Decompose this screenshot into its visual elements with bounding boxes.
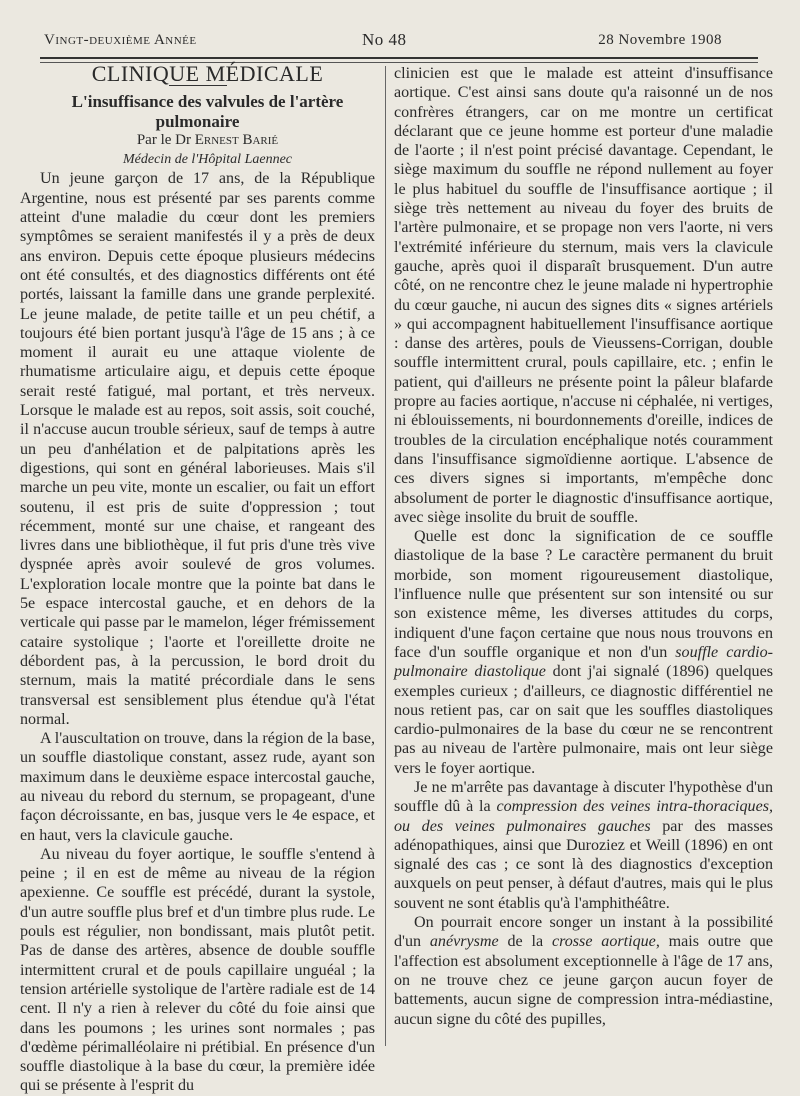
paragraph: clinicien est que le malade est atteint d'insuffisance aortique. C'est ainsi sans doute qu'a raisonné un de nos confrères étrangers, car on me montre un certificat déclarant que ce jeune homme est porteur d'une maladie de l'aorte ; il n'est point précisé davantage. Cependant, le siège maximum du souffle ne répond nullement au foyer le plus habituel du souffle de l'insuffisance aortique ; il siège très nettement au niveau du foyer des bruits de l'artère pulmonaire, et se propage non vers l'aorte, ni vers l'extrémité inférieure du sternum, mais vers la clavicule gauche, après quoi il disparaît brusquement. D'un autre côté, on ne rencontre chez le jeune malade ni hypertrophie du cœur gauche, ni aucun des signes dits « signes artériels » qui accompagnent habituellement l'insuffisance aortique : danse des artères, pouls de Vieussens-Corrigan, double souffle intermittent crural, pouls capillaire, etc. ; enfin le patient, qui d'ailleurs ne présente point la pâleur blafarde propre au facies aortique, n'accuse ni céphalée, ni vertiges, ni éblouissements, ni bourdonnements d'oreille, indices de troubles de la circulation encéphalique notés couramment dans l'insuffisance sigmoïdienne aortique. L'absence de ces divers signes si importants, m'empêche donc absolument de porter le diagnostic d'insuffisance aortique, avec siège insolite du bruit de souffle. [394,65,773,526]
paragraph-text: Quelle est donc la signification de ce souffle diastolique de la base ? Le caractère permanent du bruit morbide, son moment rigoureusement diastolique, l'influence nulle que présentent sur son intensité ou sur son existence même, les diverses attitudes du corps, indiquent d'une façon certaine que nous nous trouvons en face d'un souffle organique et non d'un [394,528,773,661]
author-affiliation: Médecin de l'Hôpital Laennec [123,152,292,168]
byline [20,131,375,150]
author-name: Ernest Barié [194,131,279,148]
right-column [394,64,773,1029]
header-date: 28 Novembre 1908 [598,32,722,48]
byline-prefix: Par le Dr [136,131,191,148]
header-volume: Vingt-deuxième Année [44,32,197,48]
header-rule [40,57,758,59]
paragraph: A l'auscultation on trouve, dans la région de la base, un souffle diastolique constant, assez rude, ayant son maximum dans le deuxième espace intercostal gauche, au niveau du rebord du sternum, se propageant, d'une façon décroissante, en bas, jusque vers le 4e espace, et en haut, vers la clavicule gauche. [20,730,375,844]
paragraph-text: On pourrait encore songer un instant à la possibilité d'un [394,914,773,951]
header-issue-number: No 48 [362,30,407,49]
paragraph-text: par des masses adénopathiques, ainsi que Duroziez et Weill (1896) en ont signalé des cas ; ce sont là des diagnostics d'exception auxquels on peut penser, à défaut d'autres, mais qui le plus souvent ne sont établis qu'à l'amphithéâtre. [394,817,773,912]
paragraph [394,527,773,778]
italic-term: compression des veines intra-thoraciques, ou [394,798,773,835]
italic-term: crosse aortique [551,933,656,951]
italic-term: anévrysme [429,933,499,951]
paragraph-text: dont j'ai signalé (1896) quelques exemples curieux ; d'ailleurs, ce diagnostic différentiel ne nous retient pas, car on sait que les souffles diastoliques cardio-pulmonaires de la base du cœur ne se rencontrent pas au niveau de l'artère pulmonaire, mais ont leur siège vers le foyer aortique. [394,663,773,777]
italic-term: des veines pulmonaires gauches [421,817,651,835]
column-divider [385,66,386,1046]
running-header [44,30,722,54]
paragraph [394,778,773,913]
section-title: CLINIQUE MÉDICALE [91,61,324,86]
paragraph [394,913,773,1029]
italic-term: souffle cardio-pulmonaire diastolique [394,643,774,681]
paragraph: Un jeune garçon de 17 ans, de la République Argentine, nous est présenté par ses parents comme atteint d'une maladie du cœur dont les premiers symptômes se seraient manifestés il y a près de deux ans environ. Depuis cette époque plusieurs médecins ont été consultés, et des diagnostics différents ont été portés, laissant la famille dans une grande perplexité. Le jeune malade, de petite taille et un peu chétif, a toujours été bien portant jusqu'à l'âge de 15 ans ; à ce moment il aurait eu une attaque violente de rhumatisme articulaire aigu, et depuis cette époque serait resté fatigué, mal portant, et très nerveux. Lorsque le malade est au repos, soit assis, soit couché, il n'accuse aucun trouble sérieux, sauf de temps à autre un peu d'anhélation et de palpitations après les digestions, qui sont en général laborieuses. Mais s'il marche un peu vite, monte un escalier, ou fait un effort soutenu, il est pris de suite d'oppression ; tout récemment, monté sur une chaise, et rangeant des livres dans une bibliothèque, il fut pris d'une très vive dyspnée après avoir soulevé de gros volumes. L'exploration locale montre que la pointe bat dans le 5e espace intercostal gauche, et en dehors de la verticale qui passe par le mamelon, léger frémissement cataire systolique ; l'aorte et l'oreillette droite ne débordent pas, à la percussion, le bord droit du sternum, mais la matité précordiale dans le sens transversal est sensiblement plus étendue qu'à l'état normal. [20,170,375,728]
paragraph-text: Je ne m'arrête pas davantage à discuter l'hypothèse d'un souffle dû à la [394,778,773,816]
paragraph-text: , mais outre que l'affection est absolument exceptionnelle à l'âge de 17 ans, on ne trouve chez ce jeune garçon aucun foyer de battements, aucun signe de compression intra-médiastine, aucun signe du côté des pupilles, [394,933,773,1028]
paragraph: Au niveau du foyer aortique, le souffle s'entend à peine ; il en est de même au niveau de la région apexienne. Ce souffle est précédé, durant la systole, d'un autre souffle plus bref et d'un timbre plus rude. Le pouls est régulier, non bondissant, mais plutôt petit. Pas de danse des artères, absence de double souffle intermittent crural et de pouls capillaire unguéal ; la tension artérielle systolique de l'artère radiale est de 14 cent. Il n'y a rien à relever du côté du foie ainsi que dans les poumons ; les urines sont normales ; pas d'œdème périmalléolaire ni prétibial. En présence d'un souffle diastolique à la base du cœur, la première idée qui se présente à l'esprit du [20,845,375,1095]
left-column [20,61,375,1096]
paragraph-text: de la [507,933,544,951]
article-title: L'insuffisance des valvules de l'artère pulmonaire [71,92,344,131]
